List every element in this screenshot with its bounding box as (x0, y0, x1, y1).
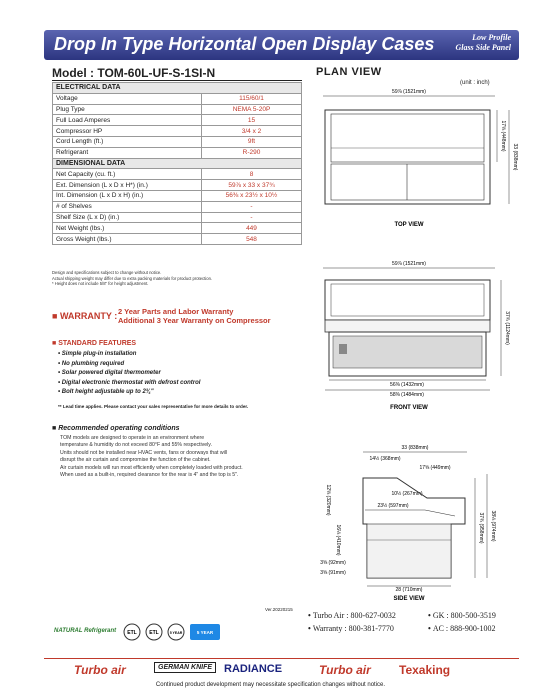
contact-ac: • AC : 888-900-1002 (428, 624, 496, 633)
side-view-drawing (305, 440, 525, 600)
footer-disclaimer: Continued product development may necessitate specification changes without notice. (155, 682, 386, 688)
spec-value: 115/60/1 (202, 93, 302, 104)
recommended-text: TOM models are designed to operate in an environment where temperature & humidity do not exceed 80°F and 55% respectively. Units should not be installed near HVAC vents, fans or doorways that will disrupt the air curtain and compromise the function of the cabinet. Air curtain models will run most efficiently when completely loaded with product. When used as a built-in, required clearance for the rear is 4" and the top is 5". (60, 435, 243, 479)
svg-text:33 (838mm): 33 (838mm) (512, 143, 518, 171)
lead-time-note: ** Lead time applies. Please contact your sales representative for more details to order. (58, 404, 249, 409)
table-row (53, 234, 302, 245)
spec-value: 15 (202, 115, 302, 126)
svg-text:16⅛ (410mm): 16⅛ (410mm) (335, 524, 341, 556)
spec-value: 548 (202, 234, 302, 245)
spec-value: R-290 (202, 147, 302, 158)
warranty-line-2: Additional 3 Year Warranty on Compressor (118, 316, 271, 325)
brand-turbo-air-2: Turbo air (319, 663, 371, 677)
front-view-drawing (305, 256, 525, 416)
spec-label: Refrigerant (53, 147, 202, 158)
top-view-drawing (305, 84, 525, 232)
svg-text:56⅜ (1432mm): 56⅜ (1432mm) (390, 382, 424, 388)
svg-text:SIDE VIEW: SIDE VIEW (393, 596, 425, 600)
table-row (53, 223, 302, 234)
title-banner (44, 30, 519, 60)
svg-text:33 (838mm): 33 (838mm) (401, 445, 429, 451)
svg-text:5 YEAR: 5 YEAR (169, 631, 183, 635)
spec-value: 9ft (202, 136, 302, 147)
spec-section-header: ELECTRICAL DATA (53, 83, 302, 94)
svg-text:12⅝ (320mm): 12⅝ (320mm) (325, 484, 331, 516)
spec-notes: Design and specifications subject to change without notice. Actual shipping weight may differ due to extra packing materials for product protection. * Height does not include 5/8" for height adjustment. (52, 270, 213, 286)
table-row (53, 104, 302, 115)
svg-text:ETL: ETL (127, 630, 137, 636)
svg-text:23½ (597mm): 23½ (597mm) (377, 503, 409, 509)
list-item: • Simple plug-in installation (58, 350, 200, 360)
table-row (53, 169, 302, 180)
spec-label: Net Capacity (cu. ft.) (53, 169, 202, 180)
spec-label: Ext. Dimension (L x D x H*) (in.) (53, 180, 202, 191)
list-item: • No plumbing required (58, 360, 200, 370)
table-row (53, 190, 302, 201)
svg-text:ETL: ETL (149, 630, 159, 636)
table-row (53, 180, 302, 191)
brand-turbo-air: Turbo air (74, 663, 126, 677)
svg-text:NATURAL Refrigerant: NATURAL Refrigerant (54, 628, 117, 634)
recommended-title: ■ Recommended operating conditions (52, 425, 180, 432)
spec-label: Compressor HP (53, 126, 202, 137)
brand-texaking: Texaking (399, 663, 451, 677)
spec-table (52, 82, 302, 245)
spec-value: 8 (202, 169, 302, 180)
list-item: • Digital electronic thermostat with defrost control (58, 379, 200, 389)
banner-subtitle: Low Profile Glass Side Panel (455, 33, 511, 52)
svg-text:37¾ (958mm): 37¾ (958mm) (478, 512, 484, 544)
spec-value: NEMA 5-20P (202, 104, 302, 115)
plan-view-title: PLAN VIEW (316, 66, 382, 78)
svg-text:59⅞ (1521mm): 59⅞ (1521mm) (392, 89, 426, 95)
svg-text:28 (710mm): 28 (710mm) (395, 587, 423, 593)
svg-text:5 YEAR: 5 YEAR (196, 630, 214, 635)
svg-text:37¾ (1124mm): 37¾ (1124mm) (504, 311, 510, 345)
svg-text:17⅝ (448mm): 17⅝ (448mm) (500, 120, 506, 152)
svg-text:59⅞ (1521mm): 59⅞ (1521mm) (392, 261, 426, 267)
svg-text:3⅝ (92mm): 3⅝ (92mm) (320, 560, 346, 566)
contact-warranty: • Warranty : 800-381-7770 (308, 624, 394, 633)
spec-label: # of Shelves (53, 201, 202, 212)
brand-bar (44, 658, 519, 678)
table-row (53, 93, 302, 104)
table-row (53, 201, 302, 212)
spec-value: 59⅞ x 33 x 37¾ (202, 180, 302, 191)
page-title: Drop In Type Horizontal Open Display Cases (54, 34, 435, 54)
list-item: • Solar powered digital thermometer (58, 369, 200, 379)
spec-section-header: DIMENSIONAL DATA (53, 158, 302, 169)
table-row (53, 212, 302, 223)
spec-label: Full Load Amperes (53, 115, 202, 126)
warranty-line-1: 2 Year Parts and Labor Warranty (118, 307, 234, 316)
spec-label: Plug Type (53, 104, 202, 115)
svg-text:TOP VIEW: TOP VIEW (394, 222, 424, 228)
unit-label: (unit : inch) (460, 80, 490, 86)
version-label: Ver.20220215 (265, 607, 293, 612)
table-row (53, 147, 302, 158)
spec-value: 449 (202, 223, 302, 234)
spec-label: Net Weight (lbs.) (53, 223, 202, 234)
svg-text:58⅜ (1484mm): 58⅜ (1484mm) (390, 392, 424, 398)
spec-label: Int. Dimension (L x D x H) (in.) (53, 190, 202, 201)
spec-label: Shelf Size (L x D) (in.) (53, 212, 202, 223)
spec-label: Voltage (53, 93, 202, 104)
svg-text:38⅛ (974mm): 38⅛ (974mm) (490, 510, 496, 542)
features-list (58, 350, 200, 398)
brand-german-knife: GERMAN KNIFE (154, 662, 216, 673)
divider (52, 80, 302, 81)
certification-logos (52, 622, 302, 644)
contact-turbo-air: • Turbo Air : 800-627-0032 (308, 611, 396, 620)
table-row (53, 126, 302, 137)
brand-radiance: RADIANCE (224, 663, 283, 675)
warranty-label: ■ WARRANTY : (52, 311, 118, 321)
table-row (53, 115, 302, 126)
svg-text:3⅝ (91mm): 3⅝ (91mm) (320, 570, 346, 576)
svg-text:17⅝ (449mm): 17⅝ (449mm) (419, 465, 451, 471)
contact-gk: • GK : 800-500-3519 (428, 611, 496, 620)
model-number: Model : TOM-60L-UF-S-1SI-N (52, 66, 216, 80)
svg-text:FRONT VIEW: FRONT VIEW (390, 405, 428, 411)
spec-label: Cord Length (ft.) (53, 136, 202, 147)
spec-value: - (202, 212, 302, 223)
svg-text:14½ (368mm): 14½ (368mm) (369, 456, 401, 462)
spec-value: 56⅜ x 23½ x 10½ (202, 190, 302, 201)
spec-label: Gross Weight (lbs.) (53, 234, 202, 245)
spec-value: - (202, 201, 302, 212)
table-row (53, 136, 302, 147)
list-item: • Bolt height adjustable up to 2¾" (58, 388, 200, 398)
standard-features-title: ■ STANDARD FEATURES (52, 340, 137, 347)
natural-refrigerant-logo (54, 628, 117, 634)
svg-text:10½ (267mm): 10½ (267mm) (391, 491, 423, 497)
spec-value: 3/4 x 2 (202, 126, 302, 137)
